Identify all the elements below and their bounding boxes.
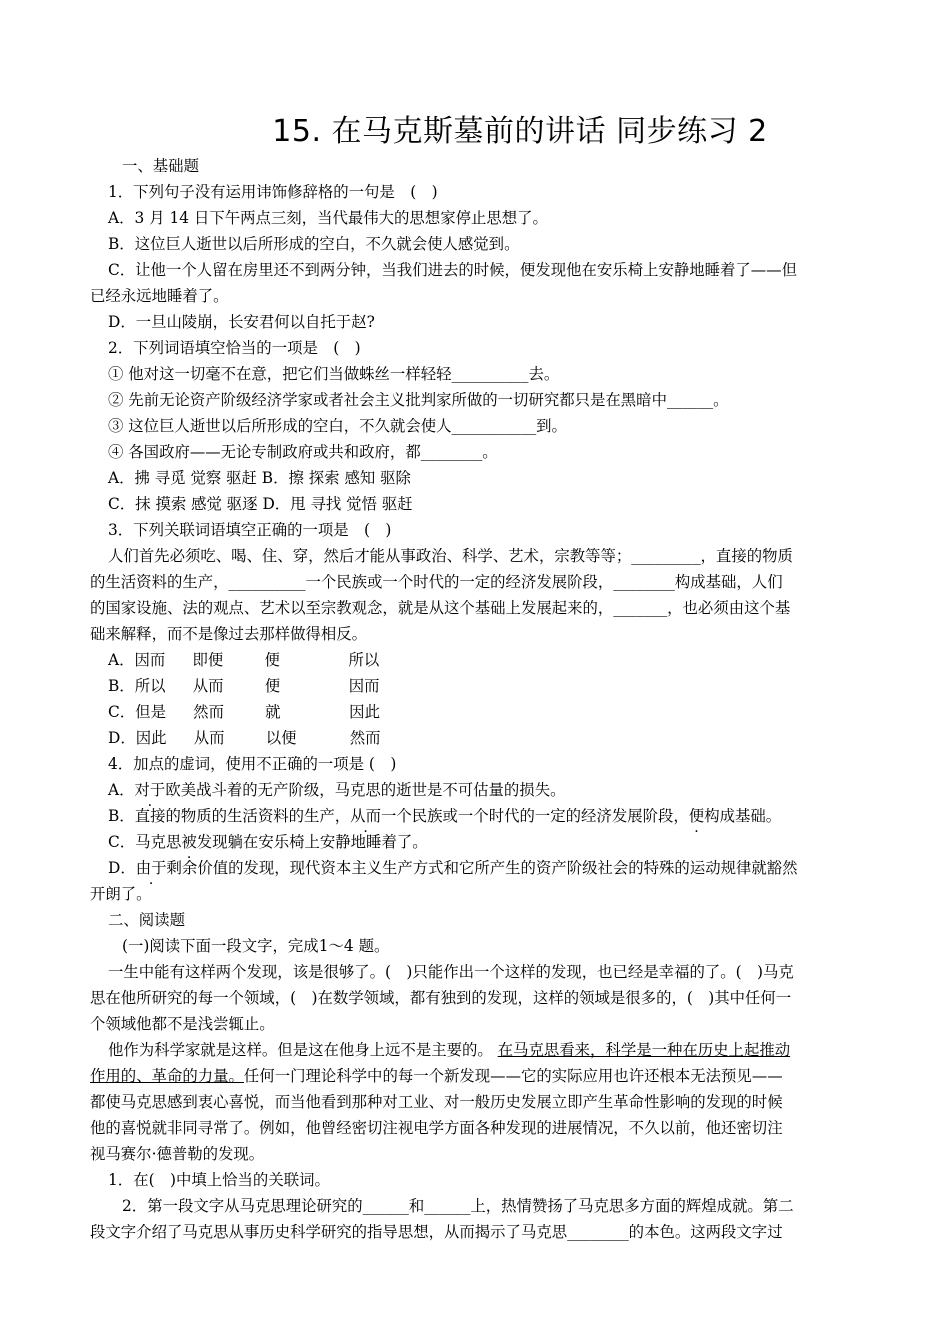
option-word: 因此	[135, 729, 167, 747]
reading-paragraph-line: 都使马克思感到衷心喜悦，而当他看到那种对工业、对一般历史发展立即产生革命性影响的发现的时候	[90, 1093, 783, 1111]
reading-paragraph-line: 视马赛尔·德普勒的发现。	[90, 1145, 265, 1163]
q1-stem: 1．下列句子没有运用讳饰修辞格的一句是 ( )	[108, 183, 438, 201]
q1-option-c: C．让他一个人留在房里还不到两分钟，当我们进去的时候，便发现他在安乐椅上安静地睡着了——但	[108, 261, 797, 279]
q4-option-d-cont: 开朗了。	[90, 885, 152, 903]
dotted-word: 便	[688, 807, 705, 825]
dotted-word: 被	[181, 833, 197, 851]
paragraph-text: 任何一门理论科学中的每一个新发现——它的实际应用也许还根本无法预见——	[243, 1067, 783, 1085]
q3-passage-line: 的国家设施、法的观点、艺术以至宗教观念，就是从这个基础上发展起来的，_______，也必须由这个基	[90, 599, 791, 617]
option-word: 然而	[193, 703, 224, 721]
option-word: 从而	[193, 729, 225, 747]
reading-paragraph-line: 思在他所研究的每一个领域，( )在数学领域，都有独到的发现，这样的领域是很多的，( )其中任何一	[90, 989, 792, 1007]
q2-sentence-4: ④ 各国政府——无论专制政府或共和政府，都________。	[108, 443, 498, 461]
option-text: 发现躺在安乐椅上安静地睡着了。	[196, 833, 428, 851]
q1-option-c-cont: 已经永远地睡着了。	[90, 287, 229, 305]
option-word: 但是	[135, 703, 166, 721]
q2-stem: 2．下列词语填空恰当的一项是 ( )	[108, 339, 361, 357]
q3-passage-line: 础来解释，而不是像过去那样做得相反。	[90, 625, 368, 643]
reading-question-2: 2．第一段文字从马克思理论研究的______和______上，热情赞扬了马克思多方面的辉煌成就。第二	[122, 1197, 794, 1215]
option-word: 因而	[134, 651, 166, 669]
option-text: 剩余价值的发现，现代资本主义生产方式和它所产生的资产阶级社会的特殊的运动规律就豁然	[166, 859, 798, 877]
reading-question-1: 1．在( )中填上恰当的关联词。	[108, 1171, 330, 1189]
reading-intro: (一)阅读下面一段文字，完成1～4 题。	[122, 937, 390, 955]
option-letter: A．	[108, 781, 135, 799]
q4-stem: 4．加点的虚词，使用不正确的一项是 ( )	[108, 755, 397, 773]
dotted-word: 对于	[134, 781, 166, 799]
reading-paragraph-line	[90, 1066, 860, 1086]
option-letter: D．	[108, 729, 136, 747]
option-word: 从而	[192, 677, 224, 695]
option-word: 所以	[134, 677, 166, 695]
option-letter: C．	[108, 703, 136, 721]
q3-option-b	[108, 676, 878, 696]
section-heading-reading: 二、阅读题	[108, 911, 185, 929]
option-word: 就	[265, 703, 281, 721]
reading-paragraph-line	[108, 1040, 878, 1060]
dotted-word: 由于	[135, 859, 167, 877]
option-text: 一个民族或一个时代的一定的经济发展阶段，	[380, 807, 689, 825]
q2-sentence-1: ① 他对这一切毫不在意，把它们当做蛛丝一样轻轻__________去。	[108, 365, 560, 383]
option-letter: D．	[108, 859, 136, 877]
paragraph-text: 他作为科学家就是这样。但是这在他身上远不是主要的。	[108, 1041, 493, 1059]
q2-sentence-2: ② 先前无论资产阶级经济学家或者社会主义批判家所做的一切研究都只是在黑暗中______。	[108, 391, 729, 409]
q2-options-ab: A．拂 寻觅 觉察 驱赶 B．擦 探索 感知 驱除	[108, 469, 411, 487]
option-text: B．直接的物质的生活资料的生产，	[108, 807, 351, 825]
underlined-sentence: 作用的、革命的力量。	[90, 1067, 244, 1085]
q1-option-a: A．3 月 14 日下午两点三刻，当代最伟大的思想家停止思想了。	[108, 209, 548, 227]
option-word: 便	[264, 677, 281, 695]
q4-option-d	[108, 858, 878, 878]
reading-paragraph-line: 一生中能有这样两个发现，该是很够了。( )只能作出一个这样的发现，也已经是幸福的了。( )马克	[108, 963, 794, 981]
reading-paragraph-line: 个领域他都不是浅尝辄止。	[90, 1015, 275, 1033]
option-text: 欧美战斗着的无产阶级，马克思的逝世是不可估量的损失。	[165, 781, 566, 799]
reading-paragraph-line: 他的喜悦就非同寻常了。例如，他曾经密切注视电学方面各种发现的进展情况，不久以前，他还密切注	[90, 1119, 783, 1137]
q3-passage-line: 的生活资料的生产，__________一个民族或一个时代的一定的经济发展阶段，________构成基础，人们	[90, 573, 783, 591]
option-word: 然而	[349, 729, 381, 747]
reading-question-2-cont: 段文字介绍了马克思从事历史科学研究的指导思想，从而揭示了马克思________的本色。这两段文字过	[90, 1223, 783, 1241]
q1-option-b: B．这位巨人逝世以后所形成的空白，不久就会使人感觉到。	[108, 235, 520, 253]
page-title: 15. 在马克斯墓前的讲话 同步练习 2	[272, 114, 768, 149]
q4-option-c	[108, 832, 878, 852]
dotted-word: 从而	[350, 807, 381, 825]
option-word: 便	[264, 651, 280, 669]
section-heading-basic: 一、基础题	[122, 157, 199, 175]
q3-option-a	[108, 650, 878, 670]
option-word: 因而	[348, 677, 380, 695]
q3-passage-line: 人们首先必须吃、喝、住、穿，然后才能从事政治、科学、艺术，宗教等等；_________，直接的物质	[108, 547, 793, 565]
option-text: 构成基础。	[704, 807, 782, 825]
q3-stem: 3．下列关联词语填空正确的一项是 ( )	[108, 521, 392, 539]
option-letter: A．	[108, 651, 135, 669]
q3-option-d	[108, 728, 878, 748]
option-letter: B．	[108, 677, 135, 695]
option-word: 即便	[192, 651, 224, 669]
q2-options-cd: C．抹 摸索 感觉 驱逐 D．甩 寻找 觉悟 驱赶	[108, 495, 413, 513]
underlined-sentence: 在马克思看来，科学是一种在历史上起推动	[497, 1041, 791, 1059]
q1-option-d: D．一旦山陵崩，长安君何以自托于赵?	[108, 313, 375, 331]
q3-option-c	[108, 702, 878, 722]
option-word: 因此	[349, 703, 380, 721]
q2-sentence-3: ③ 这位巨人逝世以后所形成的空白，不久就会使人___________到。	[108, 417, 567, 435]
q4-option-a	[108, 780, 878, 800]
option-text: C．马克思	[108, 833, 182, 851]
option-word: 所以	[348, 651, 380, 669]
option-word: 以便	[265, 729, 297, 747]
q4-option-b	[108, 806, 878, 826]
